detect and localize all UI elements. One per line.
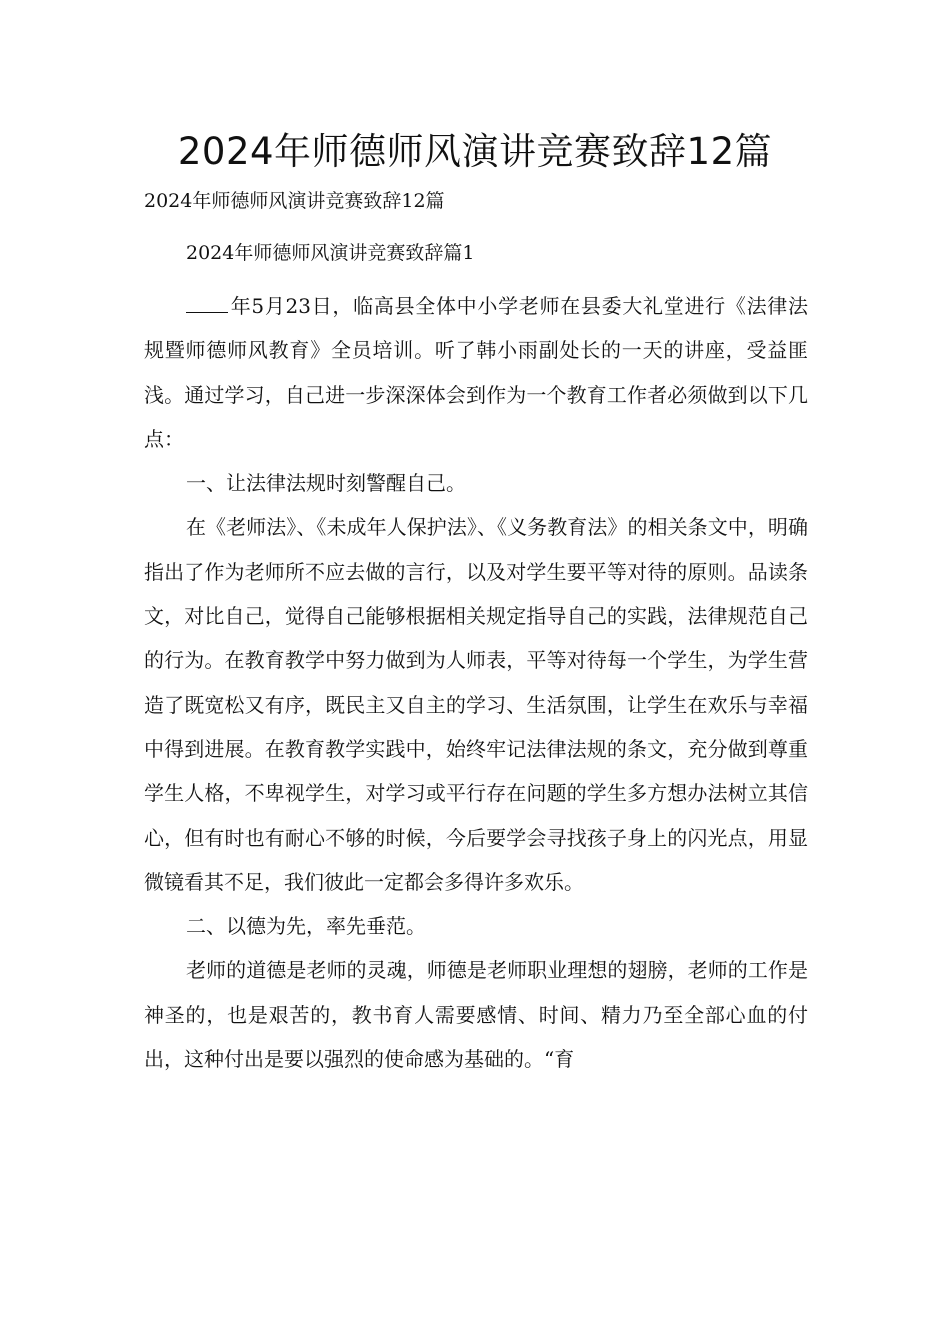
paragraph-point-two-heading: 二、以德为先，率先垂范。 [186, 914, 426, 939]
blank-fill-line [186, 292, 228, 313]
document-title: 2024年师德师风演讲竞赛致辞12篇 [177, 130, 773, 173]
document-body [144, 284, 808, 1081]
paragraph-point-one-heading: 一、让法律法规时刻警醒自己。 [186, 471, 466, 496]
section-heading: 2024年师德师风演讲竞赛致辞篇1 [186, 242, 475, 264]
paragraph-point-one-body: 在《老师法》、《未成年人保护法》、《义务教育法》的相关条文中，明确指出了作为老师所不应去做的言行，以及对学生要平等对待的原则。品读条文，对比自己，觉得自己能够根据相关规定指导自己的实践，法律规范自己的行为。在教育教学中努力做到为人师表，平等对待每一个学生，为学生营造了既宽松又有序，既民主又自主的学习、生活氛围，让学生在欢乐与幸福中得到进展。在教育教学实践中，始终牢记法律法规的条文，充分做到尊重学生人格，不卑视学生，对学习或平行存在问题的学生多方想办法树立其信心，但有时也有耐心不够的时候，今后要学会寻找孩子身上的闪光点，用显微镜看其不足，我们彼此一定都会多得许多欢乐。 [144, 515, 808, 894]
paragraph-intro [144, 284, 808, 461]
document-subtitle: 2024年师德师风演讲竞赛致辞12篇 [144, 190, 445, 212]
paragraph-point-two-body: 老师的道德是老师的灵魂，师德是老师职业理想的翅膀，老师的工作是神圣的，也是艰苦的，教书育人需要感情、时间、精力乃至全部心血的付出，这种付出是要以强烈的使命感为基础的。“育 [144, 958, 808, 1072]
paragraph-intro-text: 年5月23日，临高县全体中小学老师在县委大礼堂进行《法律法规暨师德师风教育》全员培训。听了韩小雨副处长的一天的讲座，受益匪浅。通过学习，自己进一步深深体会到作为一个教育工作者必须做到以下几点： [144, 294, 808, 451]
